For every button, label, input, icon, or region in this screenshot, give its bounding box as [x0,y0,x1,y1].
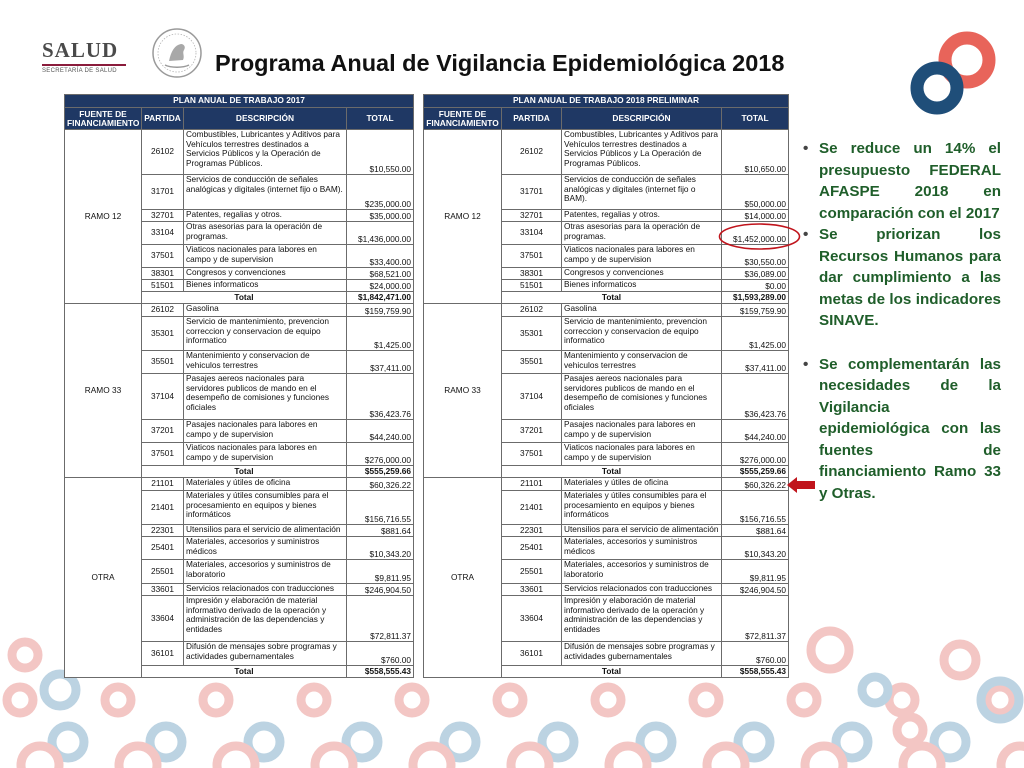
header-partida: PARTIDA [142,108,184,130]
bullet-item [803,354,1001,505]
plan-table-2018 [423,94,789,678]
amount-cell: $10,550.00 [347,130,414,175]
amount-cell: $156,716.55 [722,491,789,525]
partida-cell: 31701 [142,175,184,210]
table-row [65,130,414,175]
partida-cell: 33601 [142,584,184,596]
amount-cell: $10,650.00 [722,130,789,175]
partida-cell: 51501 [142,280,184,292]
amount-cell: $24,000.00 [347,280,414,292]
partida-cell: 26102 [502,130,562,175]
total-amount: $558,555.43 [722,666,789,678]
description-cell: Servicios relacionados con traducciones [184,584,347,596]
header-partida: PARTIDA [502,108,562,130]
partida-cell: 35501 [142,351,184,374]
header-descripcion: DESCRIPCIÓN [562,108,722,130]
partida-cell: 32701 [502,210,562,222]
total-amount: $555,259.66 [347,466,414,478]
partida-cell: 21401 [142,491,184,525]
decorative-ring [811,631,849,669]
description-cell: Bienes informaticos [562,280,722,292]
amount-cell: $30,550.00 [722,245,789,268]
partida-cell: 26102 [502,304,562,317]
decorative-ring [805,746,843,768]
total-label: Total [142,666,347,678]
amount-cell: $159,759.90 [722,304,789,317]
description-cell: Materiales, accesorios y suministros médicos [562,537,722,560]
description-cell: Utensilios para el servicio de alimentación [562,525,722,537]
description-cell: Materiales y útiles de oficina [562,478,722,491]
partida-cell: 25401 [142,537,184,560]
partida-cell: 35301 [502,317,562,351]
decorative-ring [21,746,59,768]
total-label: Total [502,466,722,478]
amount-cell: $1,436,000.00 [347,222,414,245]
partida-cell: 38301 [502,268,562,280]
decorative-ring [413,746,451,768]
description-cell: Pasajes aereos nacionales para servidores publicos de mando en el desempeño de comisiones y funciones oficiales [562,374,722,420]
amount-cell: $881.64 [722,525,789,537]
decorative-ring [301,687,327,713]
funding-source-cell: OTRA [65,478,142,678]
decorative-ring [12,642,38,668]
highlight-circle [718,222,801,251]
decorative-ring [203,687,229,713]
table-row [65,478,414,491]
description-cell: Gasolina [184,304,347,317]
description-cell: Pasajes nacionales para labores en campo y de supervision [562,420,722,443]
decorative-ring [315,746,353,768]
header-fuente: FUENTE DE FINANCIAMIENTO [424,108,502,130]
description-cell: Servicio de mantenimiento, prevencion correccion y conservacion de equipo informatico [562,317,722,351]
partida-cell: 36101 [502,642,562,666]
partida-cell: 33601 [502,584,562,596]
decorative-ring [497,687,523,713]
description-cell: Materiales y útiles consumibles para el procesamiento en equipos y bienes informáticos [184,491,347,525]
description-cell: Congresos y convenciones [184,268,347,280]
description-cell: Servicio de mantenimiento, prevencion correccion y conservacion de equipo informatico [184,317,347,351]
header-fuente: FUENTE DE FINANCIAMIENTO [65,108,142,130]
description-cell: Materiales, accesorios y suministros de laboratorio [562,560,722,584]
description-cell: Congresos y convenciones [562,268,722,280]
amount-cell: $9,811.95 [347,560,414,584]
amount-cell: $72,811.37 [722,596,789,642]
decorative-ring [1001,746,1024,768]
amount-cell: $10,343.20 [722,537,789,560]
description-cell: Viaticos nacionales para labores en campo y de supervision [184,443,347,466]
amount-cell: $36,423.76 [347,374,414,420]
partida-cell: 25401 [502,537,562,560]
description-cell: Viaticos nacionales para labores en campo y de supervision [184,245,347,268]
partida-cell: 37104 [502,374,562,420]
partida-cell: 33104 [142,222,184,245]
bullet-dot-icon: • [803,140,809,157]
partida-cell: 33604 [502,596,562,642]
decorative-ring [944,644,976,676]
total-label: Total [142,292,347,304]
description-cell: Combustibles, Lubricantes y Aditivos para Vehículos terrestres destinados a Servicios Públicos y la Operación de Programas Públicos. [184,130,347,175]
amount-cell: $246,904.50 [347,584,414,596]
amount-cell: $50,000.00 [722,175,789,210]
partida-cell: 32701 [142,210,184,222]
decorative-ring [399,687,425,713]
amount-cell: $36,089.00 [722,268,789,280]
partida-cell: 26102 [142,304,184,317]
funding-source-cell: RAMO 12 [65,130,142,304]
total-amount: $1,593,289.00 [722,292,789,304]
partida-cell: 37501 [502,245,562,268]
description-cell: Difusión de mensajes sobre programas y actividades gubernamentales [562,642,722,666]
decorative-ring [609,746,647,768]
description-cell: Combustibles, Lubricantes y Aditivos para Vehículos terrestres destinados a Servicios Públicos y La Operación de Programas Públicos. [562,130,722,175]
bullet-text: Se reduce un 14% el presupuesto FEDERAL AFASPE 2018 en comparación con el 2017 [819,140,1001,222]
amount-cell: $44,240.00 [347,420,414,443]
description-cell: Bienes informaticos [184,280,347,292]
amount-cell: $881.64 [347,525,414,537]
description-cell: Impresión y elaboración de material informativo derivado de la operación y administración de las dependencias y entidades [562,596,722,642]
brand-mark-icon [905,28,1005,123]
decorative-ring [105,687,131,713]
table-caption: PLAN ANUAL DE TRABAJO 2018 PRELIMINAR [424,95,789,108]
header-descripcion: DESCRIPCIÓN [184,108,347,130]
decorative-ring [862,677,888,703]
decorative-ring [987,687,1013,713]
description-cell: Pasajes aereos nacionales para servidores publicos de mando en el desempeño de comisiones y funciones oficiales [184,374,347,420]
table-caption: PLAN ANUAL DE TRABAJO 2017 [65,95,414,108]
description-cell: Otras asesorias para la operación de programas. [184,222,347,245]
amount-cell: $1,452,000.00 [722,222,789,245]
decorative-ring [707,746,745,768]
partida-cell: 36101 [142,642,184,666]
salud-logo-rule [42,64,126,66]
bullet-text: Se complementarán las necesidades de la Vigilancia epidemiológica con las fuentes de financiamiento Ramo 33 y Otras. [819,355,1001,502]
header-total: TOTAL [722,108,789,130]
description-cell: Mantenimiento y conservacion de vehiculos terrestres [184,351,347,374]
salud-logo-subtitle: SECRETARÍA DE SALUD [42,68,117,74]
slide-header [0,0,1024,90]
decorative-ring [791,687,817,713]
description-cell: Viaticos nacionales para labores en campo y de supervision [562,245,722,268]
partida-cell: 31701 [502,175,562,210]
total-amount: $555,259.66 [722,466,789,478]
total-amount: $558,555.43 [347,666,414,678]
amount-cell: $35,000.00 [347,210,414,222]
partida-cell: 51501 [502,280,562,292]
description-cell: Servicios de conducción de señales analógicas y digitales (internet fijo o BAM). [562,175,722,210]
table-row [424,304,789,317]
partida-cell: 25501 [502,560,562,584]
description-cell: Servicios de conducción de señales analógicas y digitales (internet fijo o BAM). [184,175,347,210]
description-cell: Servicios relacionados con traducciones [562,584,722,596]
description-cell: Materiales y útiles de oficina [184,478,347,491]
amount-cell: $10,343.20 [347,537,414,560]
amount-cell: $246,904.50 [722,584,789,596]
partida-cell: 37501 [502,443,562,466]
amount-cell: $14,000.00 [722,210,789,222]
total-label: Total [142,466,347,478]
amount-cell: $159,759.90 [347,304,414,317]
description-cell: Pasajes nacionales para labores en campo y de supervision [184,420,347,443]
partida-cell: 37201 [142,420,184,443]
amount-cell: $37,411.00 [722,351,789,374]
description-cell: Otras asesorias para la operación de programas. [562,222,722,245]
description-cell: Mantenimiento y conservacion de vehiculos terrestres [562,351,722,374]
page-title: Programa Anual de Vigilancia Epidemiológica 2018 [215,50,785,76]
partida-cell: 33604 [142,596,184,642]
table-row [65,304,414,317]
plan-table-2017 [64,94,414,678]
summary-bullets [803,138,1001,504]
description-cell: Difusión de mensajes sobre programas y actividades gubernamentales [184,642,347,666]
amount-cell: $276,000.00 [722,443,789,466]
total-amount: $1,842,471.00 [347,292,414,304]
description-cell: Patentes, regalias y otros. [562,210,722,222]
amount-cell: $37,411.00 [347,351,414,374]
table-row [424,130,789,175]
salud-logo [42,38,142,74]
description-cell: Materiales y útiles consumibles para el procesamiento en equipos y bienes informáticos [562,491,722,525]
funding-source-cell: RAMO 33 [65,304,142,478]
decorative-ring [595,687,621,713]
partida-cell: 37104 [142,374,184,420]
salud-logo-word: SALUD [42,38,119,62]
partida-cell: 35301 [142,317,184,351]
bullet-text: Se priorizan los Recursos Humanos para dar cumplimiento a las metas de los indicadores SINAVE. [819,226,1001,329]
total-label: Total [502,666,722,678]
partida-cell: 37201 [502,420,562,443]
amount-cell: $156,716.55 [347,491,414,525]
description-cell: Materiales, accesorios y suministros médicos [184,537,347,560]
amount-cell: $235,000.00 [347,175,414,210]
decorative-ring [44,674,76,706]
amount-cell: $9,811.95 [722,560,789,584]
description-cell: Materiales, accesorios y suministros de laboratorio [184,560,347,584]
decorative-ring [897,717,923,743]
amount-cell: $760.00 [347,642,414,666]
decorative-ring [693,687,719,713]
partida-cell: 22301 [142,525,184,537]
partida-cell: 26102 [142,130,184,175]
funding-source-cell: RAMO 33 [424,304,502,478]
decorative-ring [7,687,33,713]
decorative-ring [119,746,157,768]
partida-cell: 37501 [142,245,184,268]
bullet-dot-icon: • [803,355,809,373]
bullet-dot-icon: • [803,226,809,243]
bullet-item [803,138,1001,224]
amount-cell: $1,425.00 [722,317,789,351]
partida-cell: 37501 [142,443,184,466]
funding-source-cell: OTRA [424,478,502,678]
decorative-ring [903,746,941,768]
partida-cell: 33104 [502,222,562,245]
national-seal-icon [151,27,203,79]
decorative-ring [511,746,549,768]
amount-cell: $60,326.22 [722,478,789,491]
amount-cell: $44,240.00 [722,420,789,443]
partida-cell: 38301 [142,268,184,280]
amount-cell: $36,423.76 [722,374,789,420]
description-cell: Gasolina [562,304,722,317]
header-total: TOTAL [347,108,414,130]
partida-cell: 22301 [502,525,562,537]
partida-cell: 35501 [502,351,562,374]
amount-cell: $1,425.00 [347,317,414,351]
amount-cell: $60,326.22 [347,478,414,491]
partida-cell: 21101 [142,478,184,491]
amount-cell: $68,521.00 [347,268,414,280]
partida-cell: 21101 [502,478,562,491]
table-row [424,478,789,491]
description-cell: Viaticos nacionales para labores en campo y de supervision [562,443,722,466]
decorative-ring [889,687,915,713]
decorative-ring [217,746,255,768]
partida-cell: 21401 [502,491,562,525]
amount-cell: $276,000.00 [347,443,414,466]
funding-source-cell: RAMO 12 [424,130,502,304]
bullet-item [803,224,1001,332]
amount-cell: $72,811.37 [347,596,414,642]
description-cell: Utensilios para el servicio de alimentación [184,525,347,537]
description-cell: Impresión y elaboración de material informativo derivado de la operación y administración de las dependencias y entidades [184,596,347,642]
description-cell: Patentes, regalias y otros. [184,210,347,222]
total-label: Total [502,292,722,304]
partida-cell: 25501 [142,560,184,584]
amount-cell: $760.00 [722,642,789,666]
amount-cell: $33,400.00 [347,245,414,268]
amount-cell: $0.00 [722,280,789,292]
